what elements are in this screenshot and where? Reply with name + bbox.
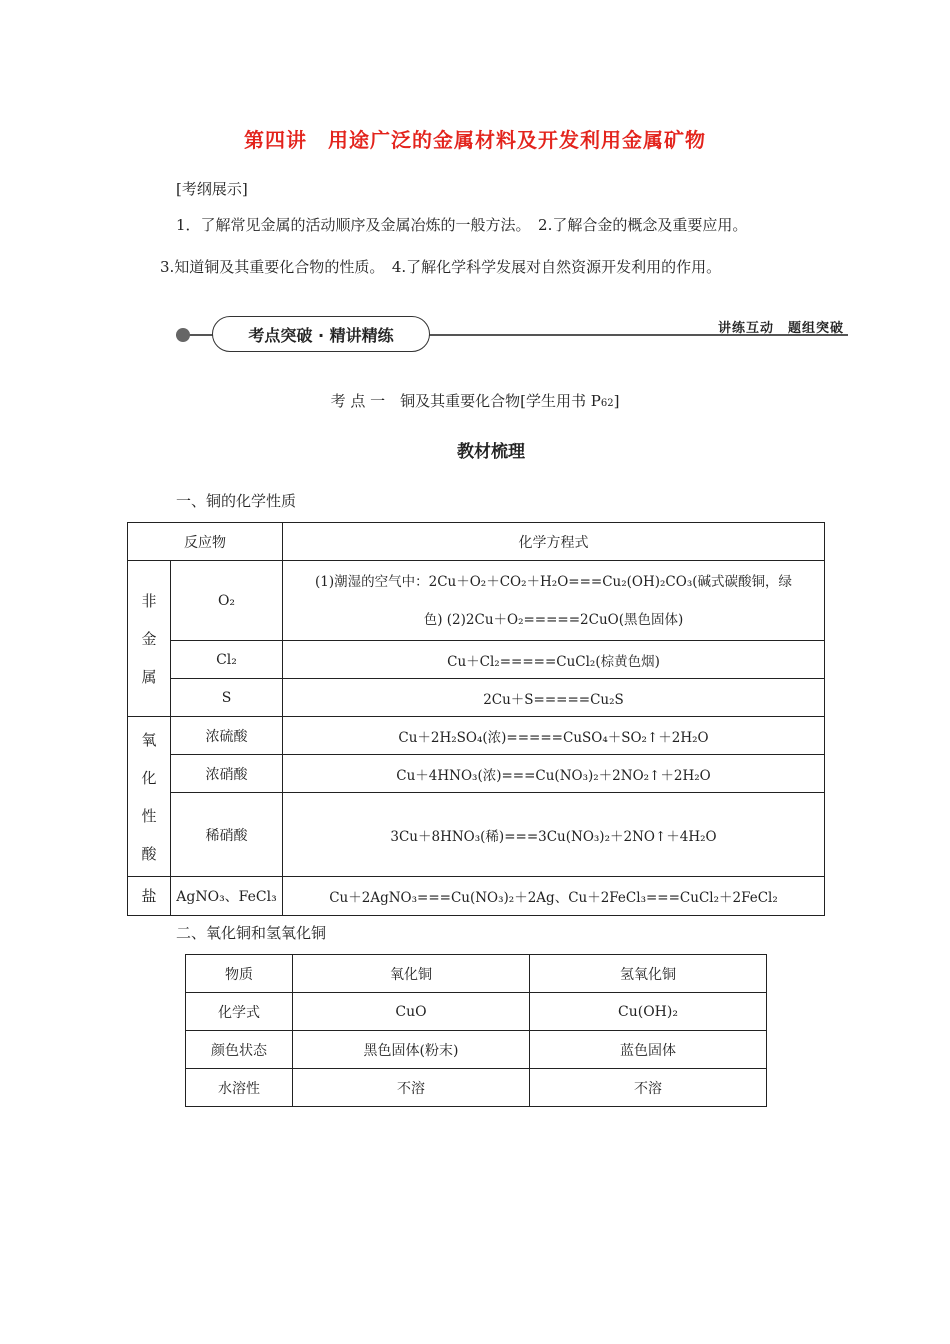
reactant-cl2: Cl₂ (171, 641, 283, 679)
part1-heading: 一、铜的化学性质 (176, 492, 297, 510)
equation-o2-line2: 色) (2)2Cu＋O₂=====2CuO(黑色固体) (423, 611, 684, 628)
syllabus-heading: [考纲展示] (176, 180, 248, 198)
table-cell: 黑色固体(粉末) (293, 1031, 530, 1069)
group-nonmetal (128, 561, 171, 717)
subheading-badge (432, 436, 550, 462)
header-reactant: 反应物 (128, 523, 283, 561)
copper-oxide-hydroxide-table (185, 954, 767, 1107)
section-page-number: 62 (600, 398, 614, 409)
syllabus-line-1: 1．了解常见金属的活动顺序及金属冶炼的一般方法。 2.了解合金的概念及重要应用。 (176, 216, 748, 234)
group-oxidizing-acid-label: 氧化性酸 (141, 730, 157, 863)
table-row (128, 641, 825, 679)
table-cell: 不溶 (293, 1069, 530, 1107)
equation-salt: Cu＋2AgNO₃===Cu(NO₃)₂＋2Ag、Cu＋2FeCl₃===CuCl₂＋2FeCl₂ (283, 877, 825, 916)
equation-dil-hno3: 3Cu＋8HNO₃(稀)===3Cu(NO₃)₂＋2NO↑＋4H₂O (283, 793, 825, 877)
table-cell: 不溶 (530, 1069, 767, 1107)
bullet-dot-icon (176, 328, 190, 342)
copper-properties-table (127, 522, 825, 916)
table-cell: CuO (293, 993, 530, 1031)
reactant-dil-hno3: 稀硝酸 (171, 793, 283, 877)
table-row (186, 993, 767, 1031)
equation-o2 (283, 561, 825, 641)
table-row (186, 1031, 767, 1069)
table-cell: Cu(OH)₂ (530, 993, 767, 1031)
section-heading-text: 考 点 一 铜及其重要化合物[学生用书 P (330, 392, 601, 410)
table-row (128, 523, 825, 561)
page-title: 第四讲 用途广泛的金属材料及开发利用金属矿物 (244, 128, 706, 152)
table-cell: 蓝色固体 (530, 1031, 767, 1069)
table-row (128, 793, 825, 877)
row-label: 化学式 (186, 993, 293, 1031)
table-row (128, 679, 825, 717)
reactant-s: S (171, 679, 283, 717)
section-heading (0, 390, 950, 411)
table-row (128, 561, 825, 641)
reactant-o2: O₂ (171, 561, 283, 641)
section-banner (176, 314, 848, 352)
group-salt: 盐 (128, 877, 171, 916)
banner-right-text: 讲练互动 题组突破 (717, 321, 844, 336)
group-nonmetal-label: 非金属 (141, 591, 157, 686)
group-oxidizing-acid (128, 717, 171, 877)
table-row (128, 717, 825, 755)
header-copper-oxide: 氧化铜 (293, 955, 530, 993)
reactant-conc-hno3: 浓硝酸 (171, 755, 283, 793)
equation-conc-h2so4: Cu＋2H₂SO₄(浓)=====CuSO₄＋SO₂↑＋2H₂O (283, 717, 825, 755)
section-heading-end: ] (613, 392, 620, 410)
banner-label: 考点突破 · 精讲精练 (212, 316, 430, 352)
reactant-conc-h2so4: 浓硫酸 (171, 717, 283, 755)
reactant-salt: AgNO₃、FeCl₃ (171, 877, 283, 916)
row-label: 颜色状态 (186, 1031, 293, 1069)
header-equation: 化学方程式 (283, 523, 825, 561)
equation-conc-hno3: Cu＋4HNO₃(浓)===Cu(NO₃)₂＋2NO₂↑＋2H₂O (283, 755, 825, 793)
header-copper-hydroxide: 氢氧化铜 (530, 955, 767, 993)
table-row (128, 755, 825, 793)
equation-o2-line1: (1)潮湿的空气中：2Cu＋O₂＋CO₂＋H₂O===Cu₂(OH)₂CO₃(碱式碳酸铜，绿 (314, 573, 792, 590)
subheading-text: 教材梳理 (457, 441, 525, 462)
syllabus-line-2: 3.知道铜及其重要化合物的性质。 4.了解化学科学发展对自然资源开发利用的作用。 (160, 258, 722, 276)
table-row (186, 955, 767, 993)
table-row (128, 877, 825, 916)
header-substance: 物质 (186, 955, 293, 993)
equation-s: 2Cu＋S=====Cu₂S (283, 679, 825, 717)
part2-heading: 二、氧化铜和氢氧化铜 (176, 924, 327, 942)
row-label: 水溶性 (186, 1069, 293, 1107)
equation-cl2: Cu＋Cl₂=====CuCl₂(棕黄色烟) (283, 641, 825, 679)
table-row (186, 1069, 767, 1107)
